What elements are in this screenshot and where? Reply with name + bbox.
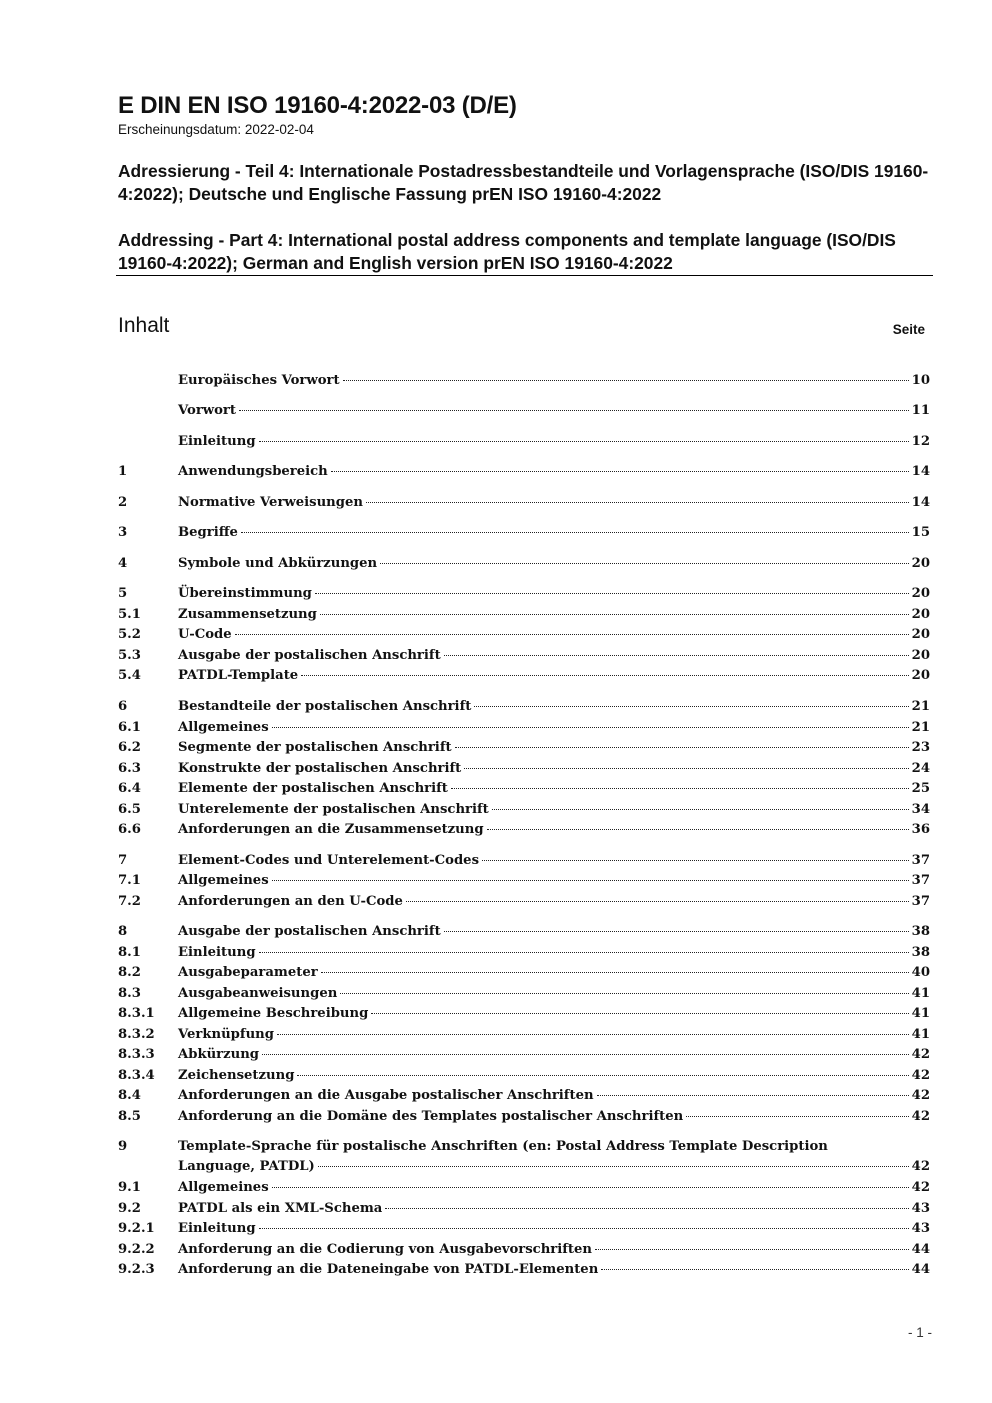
- toc-dot-leader: [241, 532, 909, 533]
- toc-entry-page: 41: [911, 1006, 930, 1021]
- toc-entry-title: Verknüpfung: [178, 1027, 274, 1042]
- toc-entry-page: 41: [911, 1027, 930, 1042]
- toc-dot-leader: [686, 1116, 908, 1117]
- toc-dot-leader: [601, 1269, 908, 1270]
- toc-entry-number: 6.3: [118, 761, 141, 776]
- toc-entry-number: 5.1: [118, 607, 141, 622]
- toc-entry[interactable]: [118, 718, 930, 738]
- toc-entry-title: Einleitung: [178, 945, 256, 960]
- toc-entry-title: Anforderung an die Codierung von Ausgabevorschriften: [178, 1242, 592, 1257]
- toc-entry[interactable]: [118, 1219, 930, 1239]
- toc-entry[interactable]: [118, 493, 930, 513]
- toc-entry[interactable]: [118, 666, 930, 686]
- toc-entry-number: 8.4: [118, 1088, 141, 1103]
- toc-dot-leader: [366, 502, 909, 503]
- toc-entry[interactable]: [118, 1137, 930, 1177]
- toc-entry-title: Allgemeine Beschreibung: [178, 1006, 369, 1021]
- toc-entry-page: 42: [911, 1159, 930, 1174]
- toc-entry[interactable]: [118, 605, 930, 625]
- toc-dot-leader: [444, 655, 909, 656]
- toc-entry-page: 42: [911, 1180, 930, 1195]
- toc-entry-title: Ausgabe der postalischen Anschrift: [178, 648, 441, 663]
- toc-dot-leader: [320, 614, 909, 615]
- toc-entry-title: Übereinstimmung: [178, 586, 312, 601]
- toc-dot-leader: [262, 1054, 909, 1055]
- toc-dot-leader: [406, 901, 909, 902]
- toc-entry-title: Ausgabe der postalischen Anschrift: [178, 924, 441, 939]
- toc-entry-number: 5.2: [118, 627, 141, 642]
- toc-entry-number: 9.2.1: [118, 1221, 155, 1236]
- title-english: Addressing - Part 4: International postal address components and template language (ISO/DIS 19160-4:2022); German and English version prEN ISO 19160-4:2022: [118, 230, 896, 273]
- toc-entry-page: 42: [911, 1088, 930, 1103]
- header-rule: [116, 275, 933, 276]
- toc-entry-number: 8: [118, 924, 128, 939]
- toc-entry[interactable]: [118, 922, 930, 942]
- toc-entry-title: Einleitung: [178, 1221, 256, 1236]
- toc-entry-number: 9.2.2: [118, 1242, 155, 1257]
- toc-entry-title: U-Code: [178, 627, 232, 642]
- toc-dot-leader: [259, 441, 909, 442]
- toc-entry-title: Allgemeines: [178, 720, 269, 735]
- toc-entry[interactable]: [118, 1045, 930, 1065]
- toc-entry-number: 8.2: [118, 965, 141, 980]
- toc-entry[interactable]: [118, 963, 930, 983]
- toc-entry-number: 3: [118, 525, 128, 540]
- toc-entry-page: 14: [911, 495, 930, 510]
- toc-entry[interactable]: [118, 738, 930, 758]
- toc-entry-page: 43: [911, 1201, 930, 1216]
- toc-entry-number: 2: [118, 495, 128, 510]
- toc-entry-page: 34: [911, 802, 930, 817]
- toc-entry[interactable]: [118, 646, 930, 666]
- toc-entry[interactable]: [118, 820, 930, 840]
- toc-entry-title: PATDL als ein XML-Schema: [178, 1201, 383, 1216]
- toc-dot-leader: [385, 1208, 908, 1209]
- toc-entry[interactable]: [118, 371, 930, 391]
- toc-dot-leader: [272, 727, 909, 728]
- toc-entry-title: Allgemeines: [178, 873, 269, 888]
- toc-entry-page: 42: [911, 1047, 930, 1062]
- toc-entry-title: Anwendungsbereich: [178, 464, 328, 479]
- toc-entry[interactable]: [118, 1066, 930, 1086]
- toc-entry-page: 23: [911, 740, 930, 755]
- toc-entry-title: Segmente der postalischen Anschrift: [178, 740, 452, 755]
- toc-entry-title: Anforderungen an den U-Code: [178, 894, 403, 909]
- toc-dot-leader: [597, 1095, 909, 1096]
- toc-entry-title: Vorwort: [178, 403, 236, 418]
- toc-entry[interactable]: [118, 871, 930, 891]
- page-number: - 1 -: [907, 1325, 932, 1340]
- toc-entry-page: 12: [911, 434, 930, 449]
- toc-entry-number: 9.2: [118, 1201, 141, 1216]
- toc-entry-page: 24: [911, 761, 930, 776]
- title-german: Adressierung - Teil 4: Internationale Postadressbestandteile und Vorlagensprache (ISO/DIS 19160-4:2022); Deutsche und Englische Fassung prEN ISO 19160-4:2022: [118, 161, 929, 204]
- toc-entry-page: 37: [911, 873, 930, 888]
- toc-entry[interactable]: [118, 1086, 930, 1106]
- toc-entry-title: Bestandteile der postalischen Anschrift: [178, 699, 472, 714]
- toc-dot-leader: [318, 1166, 909, 1167]
- toc-dot-leader: [343, 380, 909, 381]
- toc-entry-number: 6.1: [118, 720, 141, 735]
- toc-entry-number: 8.1: [118, 945, 141, 960]
- toc-entry[interactable]: [118, 462, 930, 482]
- toc-entry-number: 9: [118, 1139, 128, 1154]
- toc-entry-number: 9.2.3: [118, 1262, 155, 1277]
- toc-entry[interactable]: [118, 625, 930, 645]
- toc-dot-leader: [259, 952, 909, 953]
- toc-entry-title: Normative Verweisungen: [178, 495, 363, 510]
- toc-dot-leader: [272, 880, 909, 881]
- toc-dot-leader: [331, 471, 909, 472]
- toc-entry-page: 20: [911, 586, 930, 601]
- toc-dot-leader: [444, 931, 909, 932]
- toc-dot-leader: [380, 563, 909, 564]
- toc-entry[interactable]: [118, 759, 930, 779]
- toc-entry-title: Ausgabeanweisungen: [178, 986, 338, 1001]
- toc-dot-leader: [235, 634, 909, 635]
- toc-entry-title: Allgemeines: [178, 1180, 269, 1195]
- toc-entry-page: 38: [911, 945, 930, 960]
- toc-entry-title: Unterelemente der postalischen Anschrift: [178, 802, 489, 817]
- toc-entry-number: 6.5: [118, 802, 141, 817]
- toc-entry-number: 9.1: [118, 1180, 141, 1195]
- toc-entry-title: PATDL-Template: [178, 668, 299, 683]
- toc-entry-page: 20: [911, 627, 930, 642]
- toc-entry-number: 6.4: [118, 781, 141, 796]
- toc-dot-leader: [482, 860, 909, 861]
- toc-entry-page: 44: [911, 1262, 930, 1277]
- toc-dot-leader: [301, 675, 908, 676]
- toc-dot-leader: [315, 593, 909, 594]
- toc-heading: Inhalt: [118, 314, 170, 337]
- toc-entry[interactable]: [118, 554, 930, 574]
- document-id: E DIN EN ISO 19160-4:2022-03 (D/E): [118, 92, 517, 119]
- toc-entry[interactable]: [118, 1107, 930, 1127]
- toc-entry-number: 7.1: [118, 873, 141, 888]
- publication-date: Erscheinungsdatum: 2022-02-04: [118, 122, 314, 137]
- toc-entry[interactable]: [118, 1260, 930, 1280]
- toc-entry-page: 20: [911, 648, 930, 663]
- toc-dot-leader: [464, 768, 908, 769]
- toc-entry-title: Anforderungen an die Zusammensetzung: [178, 822, 484, 837]
- toc-entry-page: 42: [911, 1068, 930, 1083]
- toc-entry[interactable]: [118, 1004, 930, 1024]
- toc-entry-page: 20: [911, 556, 930, 571]
- toc-entry-page: 37: [911, 853, 930, 868]
- toc-entry[interactable]: [118, 943, 930, 963]
- toc-entry-number: 8.3: [118, 986, 141, 1001]
- toc-entry-number: 4: [118, 556, 128, 571]
- toc-entry[interactable]: [118, 584, 930, 604]
- toc-entry-title: Symbole und Abkürzungen: [178, 556, 378, 571]
- toc-entry-title: Abkürzung: [178, 1047, 260, 1062]
- toc-entry-number: 6.6: [118, 822, 141, 837]
- toc-entry-page: 38: [911, 924, 930, 939]
- toc-entry-title: Anforderungen an die Ausgabe postalischer Anschriften: [178, 1088, 594, 1103]
- toc-dot-leader: [272, 1187, 909, 1188]
- toc-entry-number: 6.2: [118, 740, 141, 755]
- toc-entry-title: Anforderung an die Domäne des Templates postalischer Anschriften: [178, 1109, 684, 1124]
- toc-dot-leader: [277, 1034, 909, 1035]
- toc-dot-leader: [321, 972, 909, 973]
- toc-entry-page: 20: [911, 668, 930, 683]
- toc-entry-title: Language, PATDL): [178, 1159, 315, 1174]
- toc-entry-number: 7: [118, 853, 128, 868]
- toc-page-column-label: Seite: [892, 322, 925, 337]
- toc-entry-page: 21: [911, 699, 930, 714]
- toc-entry[interactable]: [118, 800, 930, 820]
- toc-entry-title: Europäisches Vorwort: [178, 373, 340, 388]
- toc-entry[interactable]: [118, 1199, 930, 1219]
- toc-dot-leader: [474, 706, 908, 707]
- toc-entry[interactable]: [118, 1025, 930, 1045]
- toc-entry[interactable]: [118, 851, 930, 871]
- toc-entry-number: 5.4: [118, 668, 141, 683]
- toc-entry-number: 8.3.1: [118, 1006, 155, 1021]
- toc-entry[interactable]: [118, 401, 930, 421]
- toc-entry-page: 43: [911, 1221, 930, 1236]
- toc-dot-leader: [371, 1013, 908, 1014]
- toc-entry[interactable]: [118, 984, 930, 1004]
- toc-entry-title: Template-Sprache für postalische Anschriften (en: Postal Address Template Description: [178, 1139, 828, 1154]
- toc-entry-page: 44: [911, 1242, 930, 1257]
- toc-entry[interactable]: [118, 523, 930, 543]
- toc-dot-leader: [451, 788, 909, 789]
- toc-entry-number: 8.5: [118, 1109, 141, 1124]
- toc-dot-leader: [487, 829, 909, 830]
- toc-entry-number: 1: [118, 464, 128, 479]
- toc-dot-leader: [455, 747, 909, 748]
- toc-entry[interactable]: [118, 697, 930, 717]
- toc-dot-leader: [297, 1075, 908, 1076]
- toc-entry-number: 5.3: [118, 648, 141, 663]
- toc-entry-number: 7.2: [118, 894, 141, 909]
- toc-entry-page: 14: [911, 464, 930, 479]
- toc-dot-leader: [239, 410, 909, 411]
- toc-entry-title: Ausgabeparameter: [178, 965, 318, 980]
- toc-entry-page: 36: [911, 822, 930, 837]
- toc-entry-title: Einleitung: [178, 434, 256, 449]
- toc-entry-number: 6: [118, 699, 128, 714]
- toc-entry-page: 21: [911, 720, 930, 735]
- toc-entry-title: Elemente der postalischen Anschrift: [178, 781, 448, 796]
- toc-entry-title: Anforderung an die Dateneingabe von PATDL-Elementen: [178, 1262, 599, 1277]
- toc-entry[interactable]: [118, 1178, 930, 1198]
- toc-entry-page: 20: [911, 607, 930, 622]
- toc-dot-leader: [340, 993, 908, 994]
- toc-entry-page: 37: [911, 894, 930, 909]
- toc-dot-leader: [259, 1228, 909, 1229]
- toc-entry-number: 8.3.3: [118, 1047, 155, 1062]
- toc-entry-title: Begriffe: [178, 525, 238, 540]
- toc-entry[interactable]: [118, 432, 930, 452]
- toc-entry-page: 42: [911, 1109, 930, 1124]
- toc-entry-page: 11: [911, 403, 930, 418]
- toc-entry-number: 8.3.2: [118, 1027, 155, 1042]
- toc-entry[interactable]: [118, 779, 930, 799]
- toc-entry-title: Konstrukte der postalischen Anschrift: [178, 761, 462, 776]
- toc-entry[interactable]: [118, 1240, 930, 1260]
- toc-entry-page: 41: [911, 986, 930, 1001]
- toc-dot-leader: [492, 809, 909, 810]
- toc-entry-title: Zeichensetzung: [178, 1068, 295, 1083]
- toc-entry-page: 25: [911, 781, 930, 796]
- toc-dot-leader: [595, 1249, 909, 1250]
- toc-entry-page: 40: [911, 965, 930, 980]
- toc-entry-page: 10: [911, 373, 930, 388]
- toc-entry-number: 8.3.4: [118, 1068, 155, 1083]
- toc-entry[interactable]: [118, 892, 930, 912]
- toc-entry-title: Element-Codes und Unterelement-Codes: [178, 853, 479, 868]
- toc-entry-page: 15: [911, 525, 930, 540]
- toc-entry-title: Zusammensetzung: [178, 607, 317, 622]
- toc-entry-number: 5: [118, 586, 128, 601]
